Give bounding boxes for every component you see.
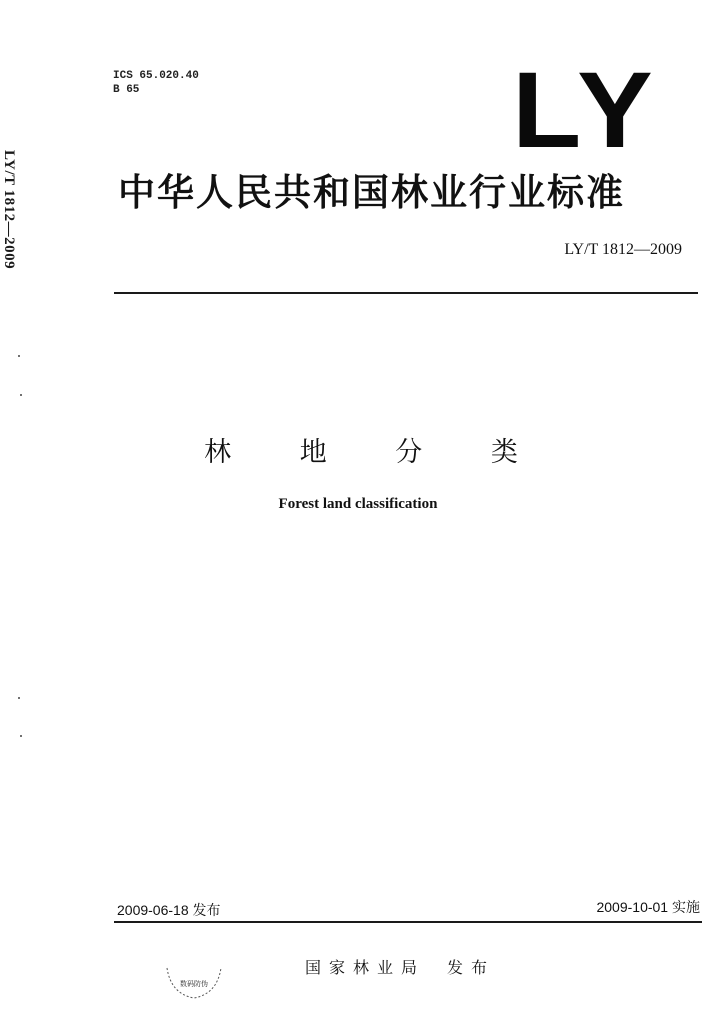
standard-code: LY/T 1812—2009 bbox=[564, 241, 682, 258]
implementation-date: 2009-10-01 实施 bbox=[596, 899, 700, 915]
scan-speck bbox=[20, 394, 22, 396]
seal-text: 数码防伪 bbox=[180, 980, 208, 988]
ics-code: ICS 65.020.40 bbox=[113, 70, 199, 82]
issue-date: 2009-06-18 发布 bbox=[117, 902, 221, 918]
top-divider bbox=[114, 292, 698, 294]
bottom-divider bbox=[114, 921, 702, 923]
publisher-name: 国家林业局 bbox=[305, 958, 426, 977]
scan-speck bbox=[18, 697, 20, 699]
document-title-cn: 林 地 分 类 bbox=[204, 437, 548, 468]
ly-logo: LY bbox=[512, 49, 660, 170]
spine-standard-code: LY/T 1812—2009 bbox=[1, 150, 17, 270]
ccs-code: B 65 bbox=[113, 84, 140, 96]
scan-speck bbox=[18, 355, 20, 357]
classification-codes bbox=[113, 69, 199, 97]
scan-speck bbox=[20, 735, 22, 737]
anti-counterfeit-seal bbox=[163, 960, 225, 1004]
document-title-en: Forest land classification bbox=[278, 496, 438, 512]
publisher-line bbox=[305, 955, 495, 978]
standard-category-title: 中华人民共和国林业行业标准 bbox=[118, 171, 625, 214]
publisher-action: 发布 bbox=[447, 958, 496, 977]
